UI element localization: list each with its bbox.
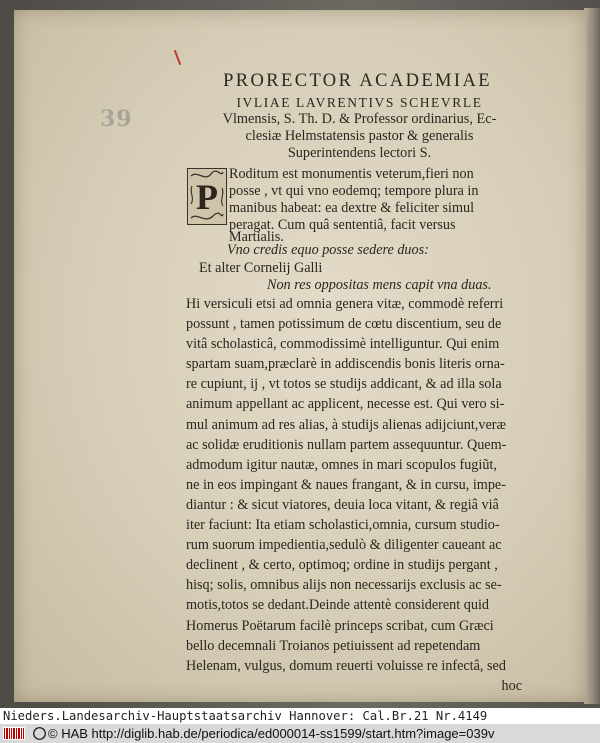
body-line: re cupiunt, ij , vt totos se studijs addicant, & ad illa sola (186, 376, 502, 393)
body-line: motis,totos se dedant.Deinde attentè considerent quid (186, 597, 489, 614)
archive-footer (0, 708, 600, 724)
body-line: mul animum ad res alias, à studijs alienas adijciunt,veræ (186, 416, 506, 433)
heading-line-3: Vlmensis, S. Th. D. & Professor ordinarius, Ec- (222, 111, 497, 127)
intro-line-4: peragat. Cum quâ sententiâ, facit versus (229, 217, 456, 233)
license-link[interactable]: © HAB http://diglib.hab.de/periodica/ed000014-ss1599/start.htm?image=039v (48, 726, 495, 741)
body-line: vitâ scholasticâ, commodissimè intelliguntur. Qui enim (186, 336, 500, 353)
body-line: admodum igitur nautæ, omnes in mari scopulos fugiũt, (186, 456, 497, 473)
body-line: bello decemnali Troianos petiuissent ad repetendam (186, 637, 481, 654)
intro-line-5: Martialis. (229, 229, 284, 245)
copyright-icon (33, 727, 46, 740)
intro-line-1: Roditum est monumentis veterum,fieri non (229, 166, 474, 182)
intro-line-3: manibus habeat: ea dextre & feliciter simul (229, 200, 475, 216)
archive-reference: Nieders.Landesarchiv-Hauptstaatsarchiv Hannover: Cal.Br.21 Nr.4149 (3, 709, 488, 723)
page-number: 39 (100, 106, 133, 132)
license-bar (0, 724, 600, 743)
body-line: ac solidæ eruditionis nullam partem assequuntur. Quem- (186, 436, 507, 453)
body-line: possunt , tamen potissimum de cœtu discentium, seu de (186, 316, 502, 333)
page-edge (584, 8, 600, 704)
barcode-icon (3, 727, 25, 740)
body-line: ne in eos impingant & naues frangant, & in cursu, impe- (186, 476, 506, 493)
body-line: iter faciunt: Ita etiam scholastici,omnia, cursum studio- (186, 517, 500, 534)
heading-line-4: clesiæ Helmstatensis pastor & generalis (245, 128, 474, 144)
intro-paragraph (187, 166, 532, 245)
document-page (14, 10, 586, 702)
intro-line-2: posse , vt qui vno eodemq; tempore plura in (229, 183, 479, 199)
body-line: hisq; solis, omnibus alijs non necessarijs exclusis ac se- (186, 577, 502, 594)
body-line: spartam suam,præclarè in addiscendis bonis literis orna- (186, 356, 505, 373)
author-line: IVLIAE LAVRENTIVS SCHEVRLE (236, 95, 483, 110)
red-pencil-mark (174, 50, 182, 66)
body-line: declinent , & certo, optimoq; ordine in studijs pergant , (186, 557, 498, 574)
body-line: Hi versiculi etsi ad omnia genera vitæ, commodè referri (186, 296, 504, 312)
body-line: Homerus Poëtarum facilè princeps scribat, cum Græci (186, 617, 494, 634)
body-line: diantur : & sicut viatores, deuia loca vitant, & regiâ viâ (186, 496, 499, 513)
body-line: rum suorum impedientia,sedulò & diligenter caueant ac (186, 537, 502, 554)
body-line: Helenam, vulgus, domum reuerti voluisse re infectâ, sed (186, 657, 506, 674)
verse-line-1: Vno credis equo posse sedere duos: (227, 242, 429, 258)
verse-line-2: Et alter Cornelij Galli (199, 260, 323, 276)
heading-line-5: Superintendens lectori S. (287, 145, 432, 161)
dropcap-letter: P (196, 177, 218, 217)
catchword: hoc (501, 677, 522, 694)
text-block (187, 68, 532, 696)
body-line: animum appellant ac applicent, necesse est. Qui vero si- (186, 396, 505, 413)
verse-line-3: Non res oppositas mens capit vna duas. (267, 277, 492, 293)
body-paragraph (186, 294, 532, 696)
decorated-initial (187, 168, 227, 225)
document-title: PRORECTOR ACADEMIAE (223, 71, 492, 91)
